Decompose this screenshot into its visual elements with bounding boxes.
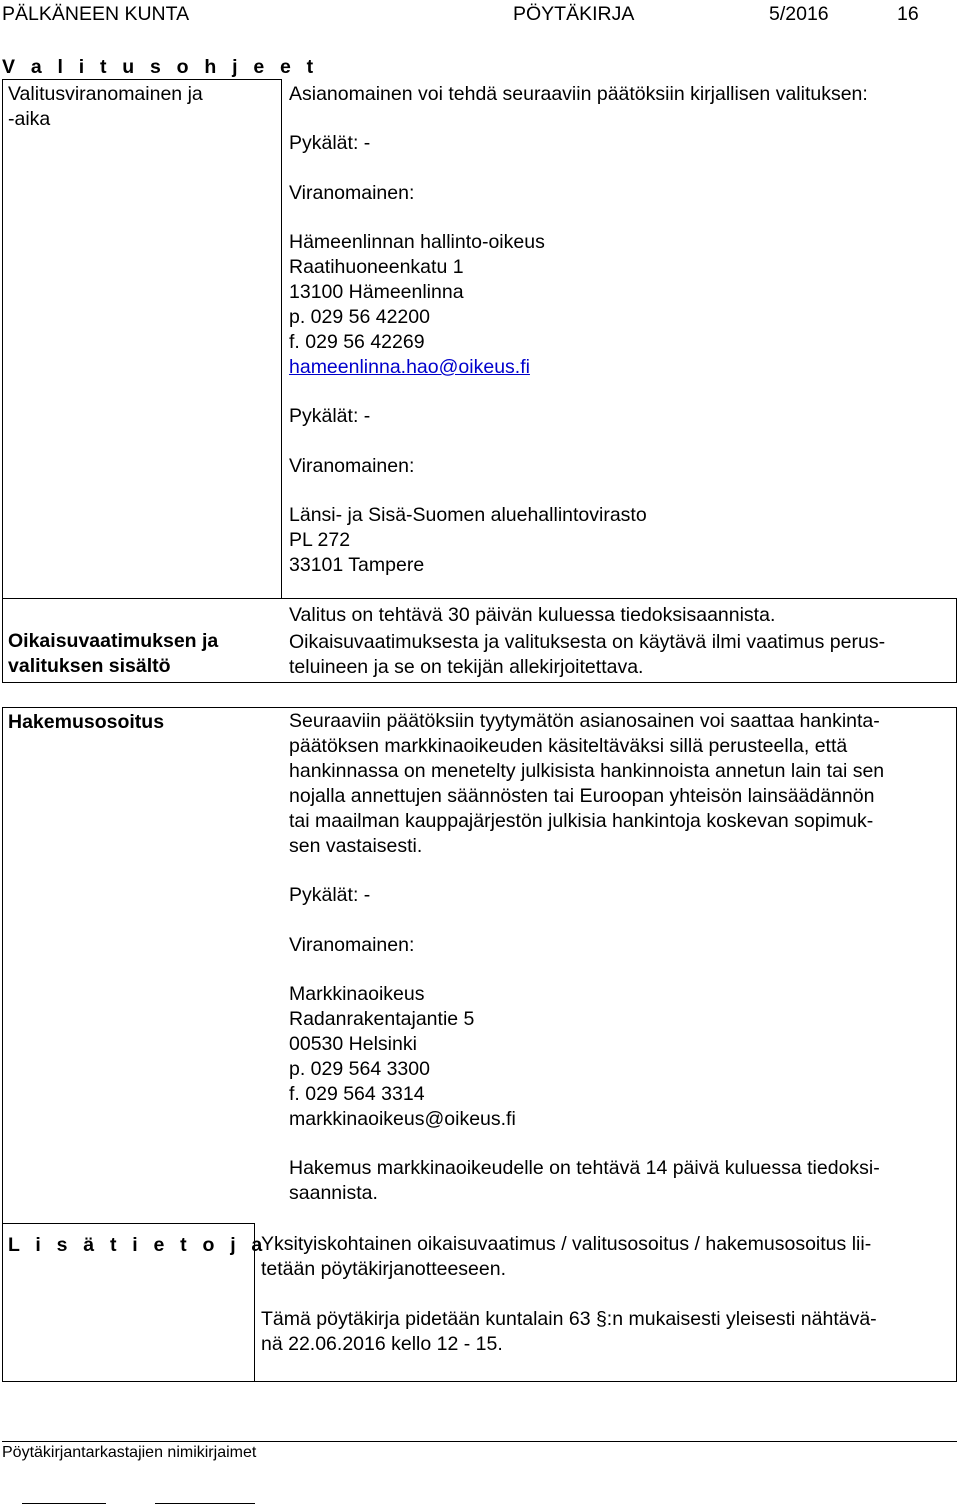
sections-label: Pykälät: - bbox=[289, 132, 371, 154]
additional-info-label: L i s ä t i e t o j a bbox=[8, 1234, 268, 1256]
claim-content-label-line1: Oikaisuvaatimuksen ja bbox=[8, 630, 219, 652]
document-number: 5/2016 bbox=[769, 3, 829, 25]
application-deadline-line2: saannista. bbox=[289, 1182, 378, 1204]
municipality-name: PÄLKÄNEEN KUNTA bbox=[2, 3, 190, 25]
authority-fax: f. 029 56 42269 bbox=[289, 331, 425, 353]
authority-label: Viranomainen: bbox=[289, 934, 415, 956]
authority-fax: f. 029 564 3314 bbox=[289, 1083, 425, 1105]
footer-divider bbox=[2, 1441, 957, 1442]
authority-name: Markkinaoikeus bbox=[289, 983, 425, 1005]
appeal-deadline: Valitus on tehtävä 30 päivän kuluessa tiedoksisaannista. bbox=[289, 604, 776, 626]
application-deadline-line1: Hakemus markkinaoikeudelle on tehtävä 14 päivä kuluessa tiedoksi- bbox=[289, 1157, 880, 1179]
application-text-line: nojalla annettujen säännösten tai Euroopan yhteisön lainsäädännön bbox=[289, 785, 875, 807]
claim-content-text-line2: teluineen ja se on tekijän allekirjoitettava. bbox=[289, 656, 644, 678]
signatures-label: Pöytäkirjantarkastajien nimikirjaimet bbox=[2, 1444, 257, 1461]
application-text-line: sen vastaisesti. bbox=[289, 835, 423, 857]
sections-label: Pykälät: - bbox=[289, 884, 371, 906]
signature-blank bbox=[22, 1503, 106, 1504]
authority-phone: p. 029 564 3300 bbox=[289, 1058, 430, 1080]
additional-info-text-line: tetään pöytäkirjanotteeseen. bbox=[261, 1258, 507, 1280]
appeal-intro: Asianomainen voi tehdä seuraaviin päätöksiin kirjallisen valituksen: bbox=[289, 83, 868, 105]
authority-label: Viranomainen: bbox=[289, 455, 415, 477]
authority-street: Raatihuoneenkatu 1 bbox=[289, 256, 464, 278]
document-type: PÖYTÄKIRJA bbox=[513, 3, 635, 25]
authority-city: 13100 Hämeenlinna bbox=[289, 281, 464, 303]
claim-content-label-line2: valituksen sisältö bbox=[8, 655, 171, 677]
sections-label: Pykälät: - bbox=[289, 405, 371, 427]
authority-city: 33101 Tampere bbox=[289, 554, 425, 576]
application-text-line: hankinnassa on menetelty julkisista hankinnoista annetun lain tai sen bbox=[289, 760, 885, 782]
authority-pobox: PL 272 bbox=[289, 529, 351, 551]
appeal-instructions-heading: V a l i t u s o h j e e t bbox=[2, 56, 319, 78]
authority-name: Länsi- ja Sisä-Suomen aluehallintovirasto bbox=[289, 504, 647, 526]
signature-blank bbox=[155, 1503, 255, 1504]
page-number: 16 bbox=[897, 3, 919, 25]
authority-phone: p. 029 56 42200 bbox=[289, 306, 430, 328]
additional-info-text-line: Yksityiskohtainen oikaisuvaatimus / valitusosoitus / hakemusosoitus lii- bbox=[261, 1233, 872, 1255]
additional-info-text-line: Tämä pöytäkirja pidetään kuntalain 63 §:n mukaisesti yleisesti nähtävä- bbox=[261, 1308, 877, 1330]
authority-city: 00530 Helsinki bbox=[289, 1033, 417, 1055]
authority-name: Hämeenlinnan hallinto-oikeus bbox=[289, 231, 545, 253]
application-text-line: päätöksen markkinaoikeuden käsiteltäväksi sillä perusteella, että bbox=[289, 735, 848, 757]
appeal-authority-label-line1: Valitusviranomainen ja bbox=[8, 83, 203, 105]
application-text-line: Seuraaviin päätöksiin tyytymätön asianosainen voi saattaa hankinta- bbox=[289, 710, 880, 732]
authority-label: Viranomainen: bbox=[289, 182, 415, 204]
appeal-authority-label-line2: -aika bbox=[8, 108, 51, 130]
application-label: Hakemusosoitus bbox=[8, 711, 165, 733]
authority-email: markkinaoikeus@oikeus.fi bbox=[289, 1108, 516, 1130]
application-text-line: tai maailman kauppajärjestön julkisia hankintoja koskevan sopimuk- bbox=[289, 810, 874, 832]
authority-street: Radanrakentajantie 5 bbox=[289, 1008, 475, 1030]
authority-email-link[interactable]: hameenlinna.hao@oikeus.fi bbox=[289, 356, 530, 378]
claim-content-text-line1: Oikaisuvaatimuksesta ja valituksesta on käytävä ilmi vaatimus perus- bbox=[289, 631, 886, 653]
additional-info-text-line: nä 22.06.2016 kello 12 - 15. bbox=[261, 1333, 503, 1355]
